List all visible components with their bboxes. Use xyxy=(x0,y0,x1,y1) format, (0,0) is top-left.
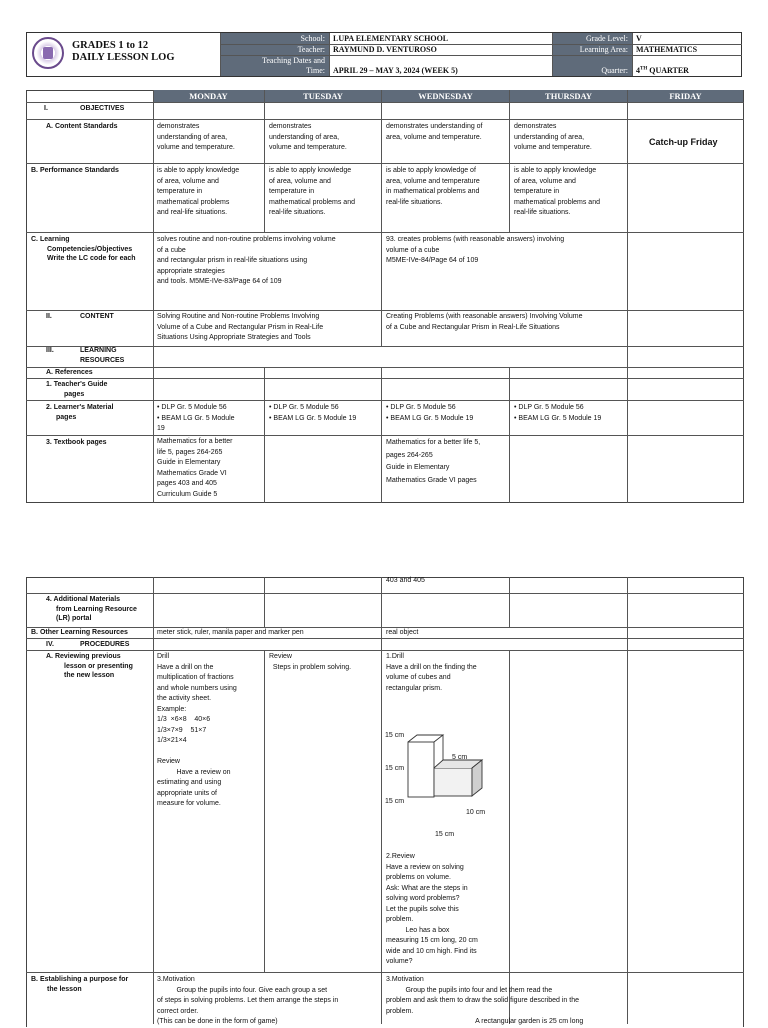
content-std-monday: demonstrates understanding of area, volume and temperature. xyxy=(157,123,235,151)
content-label: CONTENT xyxy=(80,313,114,320)
performance-standards-label: B. Performance Standards xyxy=(31,167,119,174)
area-label: Learning Area: xyxy=(579,45,628,54)
day-header-monday: MONDAY xyxy=(153,90,264,102)
learners-wednesday: • DLP Gr. 5 Module 56 • BEAM LG Gr. 5 Module 19 xyxy=(386,404,474,422)
title-line-2: DAILY LESSON LOG xyxy=(72,52,175,63)
other-resources-wed-thu: real object xyxy=(386,629,419,636)
content-std-thursday: demonstrates understanding of area, volume and temperature. xyxy=(514,123,592,151)
purpose-label: B. Establishing a purpose for the lesson xyxy=(31,976,129,993)
review-monday: Drill Have a drill on the multiplication of fractions and whole numbers using the activity sheet. Example: 1/3 ×6×8 40×6 1/3×7×9 51×7 1/3×21×4 Review Have a review on estimating and using appropriate units of measure for volume. xyxy=(157,653,237,807)
competencies-label: C. Learning Competencies/Objectives Write the LC code for each xyxy=(31,236,136,262)
perf-std-monday: is able to apply knowledge of area, volume and temperature in mathematical problems and real-life situations. xyxy=(157,167,240,216)
textbook-monday: Mathematics for a better life 5, pages 264-265 Guide in Elementary Mathematics Grade VI pages 403 and 405 Curriculum Guide 5 xyxy=(157,438,233,498)
resources-number: III. xyxy=(46,347,54,354)
content-std-wednesday: demonstrates understanding of area, volume and temperature. xyxy=(386,123,483,141)
dates-label-1: Teaching Dates and xyxy=(262,56,325,65)
teachers-guide-label: 1. Teacher's Guide pages xyxy=(46,381,108,398)
textbook-pages-label: 3. Textbook pages xyxy=(46,439,107,446)
textbook-wednesday-continued: 403 and 405 xyxy=(386,577,425,584)
grade-value: V xyxy=(636,34,642,43)
objectives-label: OBJECTIVES xyxy=(80,105,125,112)
catch-up-friday: Catch-up Friday xyxy=(649,137,718,147)
tall-prism-front xyxy=(408,742,434,797)
fig-label-4: 15 cm xyxy=(385,798,405,805)
competencies-wed-thu: 93. creates problems (with reasonable answers) involving volume of a cube M5ME-IVe-84/Page 64 of 109 xyxy=(386,236,565,264)
day-header-thursday: THURSDAY xyxy=(510,90,627,102)
day-header-wednesday: WEDNESDAY xyxy=(382,90,509,102)
quarter-label: Quarter: xyxy=(601,66,628,75)
fig-label-2: 5 cm xyxy=(452,754,468,761)
learners-thursday: • DLP Gr. 5 Module 56 • BEAM LG Gr. 5 Module 19 xyxy=(514,404,602,422)
teacher-label: Teacher: xyxy=(297,45,325,54)
deped-seal-logo xyxy=(32,37,64,69)
learners-tuesday: • DLP Gr. 5 Module 56 • BEAM LG Gr. 5 Module 19 xyxy=(269,404,357,422)
fig-label-6: 15 cm xyxy=(435,831,455,838)
objectives-number: I. xyxy=(44,105,48,112)
title-line-1: GRADES 1 to 12 xyxy=(72,40,149,51)
school-label: School: xyxy=(300,34,325,43)
purpose-wed-thu: 3.Motivation Group the pupils into four and let them read the problem and ask them to draw the solid figure described in the problem. A rectangular garden is 25 cm long xyxy=(386,976,584,1025)
perf-std-thursday: is able to apply knowledge of area, volume and temperature in mathematical problems and real-life situations. xyxy=(514,167,600,216)
content-number: II. xyxy=(46,313,52,320)
review-tuesday: Review Steps in problem solving. xyxy=(269,653,352,671)
school-value: LUPA ELEMENTARY SCHOOL xyxy=(333,34,449,43)
teacher-value: RAYMUND D. VENTUROSO xyxy=(333,45,437,54)
review-wednesday-drill: 1.Drill Have a drill on the finding the volume of cubes and rectangular prism. xyxy=(386,653,477,692)
fig-label-5: 10 cm xyxy=(466,809,486,816)
procedures-label: PROCEDURES xyxy=(80,641,130,648)
content-std-tuesday: demonstrates understanding of area, volume and temperature. xyxy=(269,123,347,151)
review-wednesday-review: 2.Review Have a review on solving problems on volume. Ask: What are the steps in solving word problems? Let the pupils solve this problem. Leo has a box measuring 15 cm long, 20 cm wide and 10 cm high. Find its volume? xyxy=(386,853,478,965)
other-resources-label: B. Other Learning Resources xyxy=(31,629,128,636)
additional-materials-label: 4. Additional Materials from Learning Resource (LR) portal xyxy=(46,596,137,622)
perf-std-wednesday: is able to apply knowledge of area, volume and temperature in mathematical problems and real-life situations. xyxy=(386,167,480,206)
procedures-number: IV. xyxy=(46,641,54,648)
purpose-mon-tue: 3.Motivation Group the pupils into four. Give each group a set of steps in solving problems. Let them arrange the steps in correct order. (This can be done in the form of game) xyxy=(157,976,339,1025)
reviewing-label: A. Reviewing previous lesson or presenting the new lesson xyxy=(46,653,133,679)
day-header-tuesday: TUESDAY xyxy=(265,90,381,102)
learners-monday: • DLP Gr. 5 Module 56 • BEAM LG Gr. 5 Module 19 xyxy=(157,404,235,432)
grade-label: Grade Level: xyxy=(586,34,628,43)
other-resources-mon-tue: meter stick, ruler, manila paper and marker pen xyxy=(157,629,304,636)
quarter-value: 4TH QUARTER xyxy=(636,66,689,75)
content-wed-thu: Creating Problems (with reasonable answers) Involving Volume of a Cube and Rectangular Prism in Real-Life Situations xyxy=(386,313,583,331)
dates-value: APRIL 29 – MAY 3, 2024 (WEEK 5) xyxy=(333,66,458,75)
fig-label-3: 15 cm xyxy=(385,765,405,772)
perf-std-tuesday: is able to apply knowledge of area, volume and temperature in mathematical problems and real-life situations. xyxy=(269,167,355,216)
box-front xyxy=(434,768,472,796)
cube-prism-figure xyxy=(384,726,504,846)
content-standards-label: A. Content Standards xyxy=(46,123,118,130)
textbook-wednesday: Mathematics for a better life 5, pages 264-265 Guide in Elementary Mathematics Grade VI pages xyxy=(386,439,481,484)
resources-label: LEARNING RESOURCES xyxy=(80,347,125,364)
fig-label-1: 15 cm xyxy=(385,732,405,739)
references-label: A. References xyxy=(46,369,93,376)
content-mon-tue: Solving Routine and Non-routine Problems Involving Volume of a Cube and Rectangular Prism in Real-Life Situations Using Appropriate Strategies and Tools xyxy=(157,313,324,341)
learners-material-label: 2. Learner's Material pages xyxy=(46,404,114,421)
dates-label-2: Time: xyxy=(306,66,325,75)
lesson-table-page-1 xyxy=(26,90,744,503)
day-header-friday: FRIDAY xyxy=(628,90,743,102)
competencies-mon-tue: solves routine and non-routine problems involving volume of a cube and rectangular prism in real-life situations using appropriate strategies and tools. M5ME-IVe-83/Page 64 of 109 xyxy=(157,236,336,285)
area-value: MATHEMATICS xyxy=(636,45,698,54)
